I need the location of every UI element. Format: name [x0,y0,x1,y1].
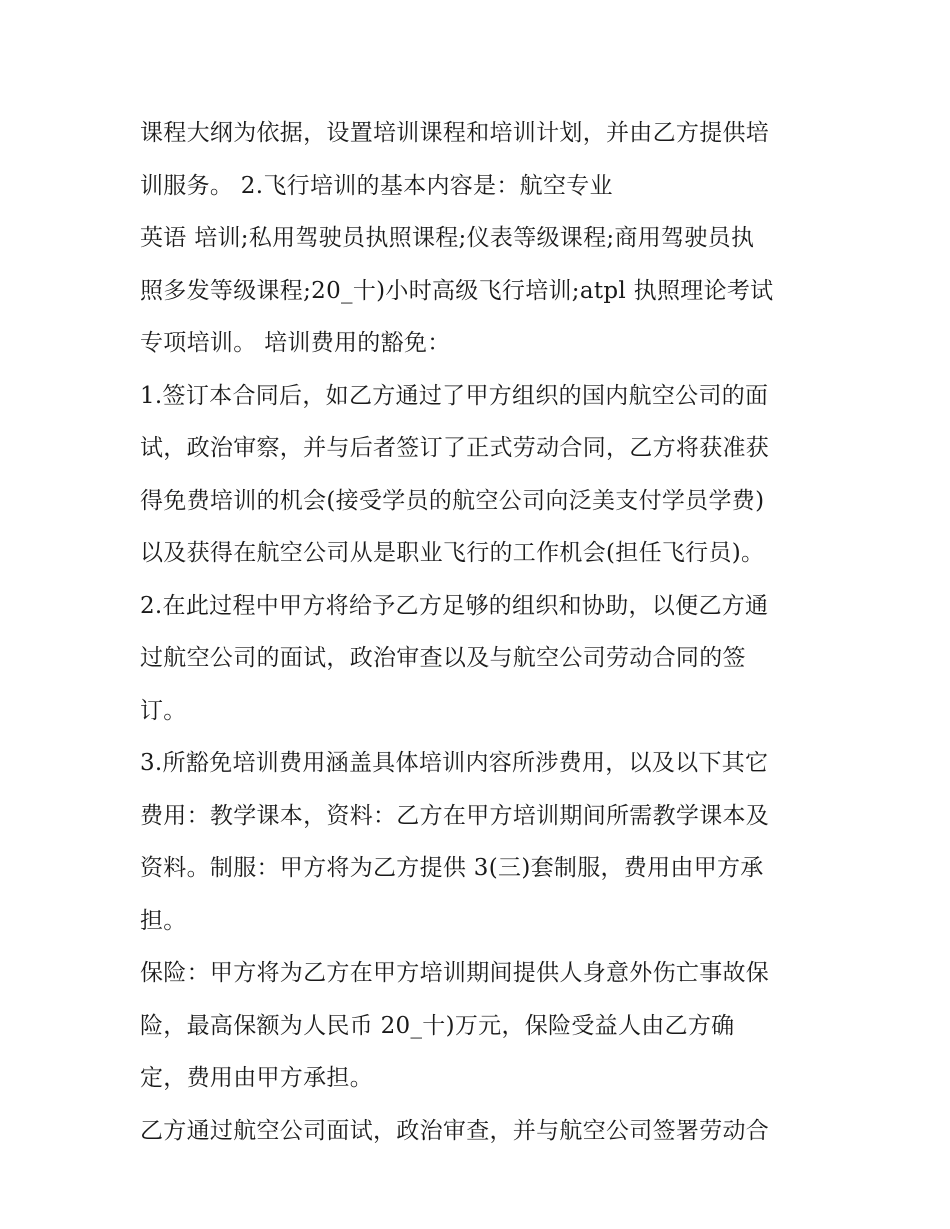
text-line: 英语 培训;私用驾驶员执照课程;仪表等级课程;商用驾驶员执 [140,225,755,251]
text-line: 课程大纲为依据，设置培训课程和培训计划，并由乙方提供培 [140,120,770,146]
text-line: 以及获得在航空公司从是职业飞行的工作机会(担任飞行员)。 [140,540,765,566]
text-line: 定，费用由甲方承担。 [140,1065,373,1091]
text-line: 乙方通过航空公司面试，政治审查，并与航空公司签署劳动合 [140,1117,770,1144]
text-line: 专项培训。 培训费用的豁免： [140,330,451,356]
text-line: 保险：甲方将为乙方在甲方培训期间提供人身意外伤亡事故保 [140,960,770,986]
text-line: 试，政治审察，并与后者签订了正式劳动合同，乙方将获准获 [140,435,770,461]
text-line: 订。 [140,697,187,724]
document-body [140,107,830,1157]
text-line: 3.所豁免培训费用涵盖具体培训内容所涉费用，以及以下其它 [140,750,769,776]
text-line: 担。 [140,907,187,934]
text-line: 得免费培训的机会(接受学员的航空公司向泛美支付学员学费) [140,487,765,514]
text-line: 过航空公司的面试，政治审查以及与航空公司劳动合同的签 [140,645,746,671]
text-line: 费用：教学课本，资料：乙方在甲方培训期间所需教学课本及 [140,802,770,829]
text-line: 险，最高保额为人民币 20_十)万元，保险受益人由乙方确 [140,1012,735,1039]
text-line: 资料。制服：甲方将为乙方提供 3(三)套制服，费用由甲方承 [140,855,764,881]
text-line: 训服务。 2.飞行培训的基本内容是：航空专业 [140,172,613,199]
text-line: 照多发等级课程;20_十)小时高级飞行培训;atpl 执照理论考试 [140,277,774,304]
text-line: 1.签订本合同后，如乙方通过了甲方组织的国内航空公司的面 [140,382,769,409]
text-line: 2.在此过程中甲方将给予乙方足够的组织和协助，以便乙方通 [140,592,769,619]
